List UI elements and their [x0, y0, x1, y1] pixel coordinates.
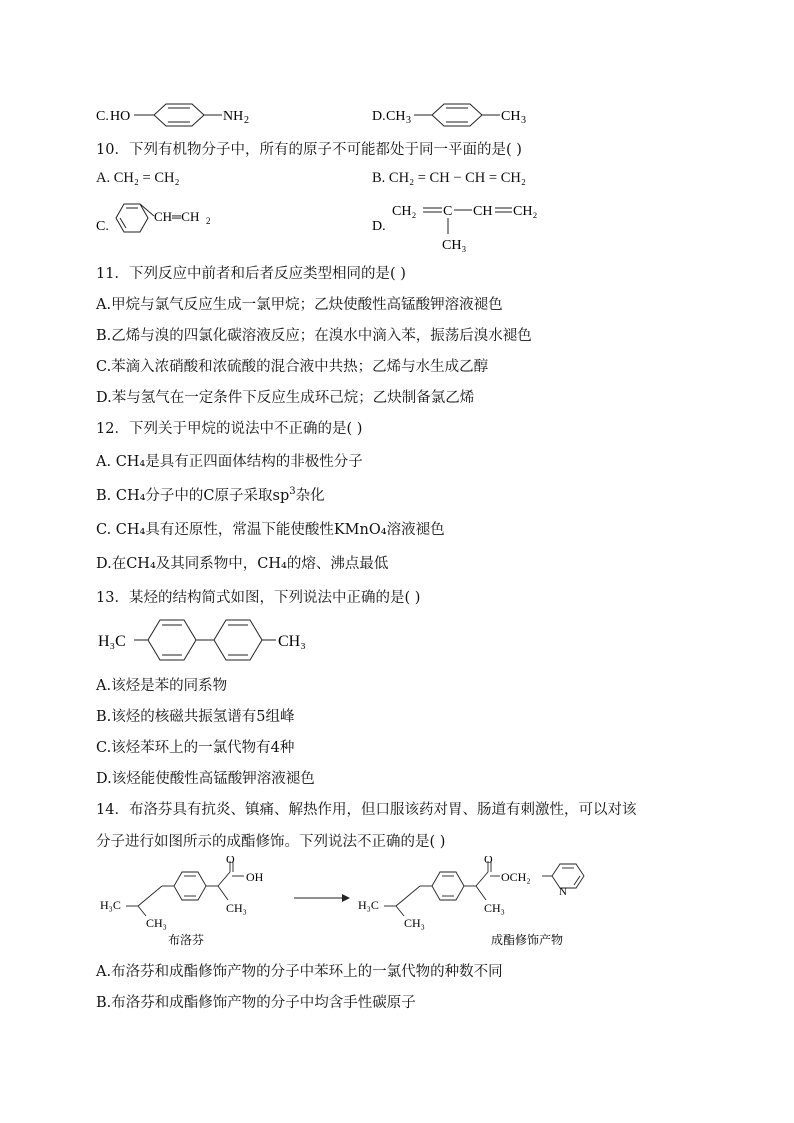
q13-biphenyl-structure — [96, 614, 336, 664]
q12-b-superscript: 3 — [289, 486, 296, 498]
q13-option-a: A.该烃是苯的同系物 — [96, 678, 228, 694]
q12-option-a: A. CH₄是具有正四面体结构的非极性分子 — [96, 454, 363, 470]
q12-stem: 12．下列关于甲烷的说法中不正确的是( ) — [96, 421, 363, 437]
q9-d-ch3-right: CH — [501, 109, 521, 124]
q10-option-d — [372, 198, 572, 254]
q12-option-d: D.在CH₄及其同系物中，CH₄的熔、沸点最低 — [96, 556, 389, 572]
q11-option-a: A.甲烷与氯气反应生成一氯甲烷；乙炔使酸性高锰酸钾溶液褪色 — [96, 297, 503, 313]
q14-option-a: A.布洛芬和成酯修饰产物的分子中苯环上的一氯代物的种数不同 — [96, 964, 503, 980]
q10-d-c: C — [443, 204, 453, 219]
q14-left-oh: OH — [246, 870, 264, 884]
q9-d-label: D. — [372, 109, 386, 124]
q10-d-ch3: CH₃ — [442, 238, 467, 253]
q9-c-nh2: NH — [223, 109, 244, 124]
q9-d-ch3-left-sub: 3 — [406, 115, 411, 126]
q9-c-label: C. — [96, 109, 109, 124]
q14-right-och2: OCH₂ — [501, 870, 531, 884]
q13-right-methyl: CH₃ — [278, 633, 306, 650]
q10-option-c — [96, 198, 336, 238]
q13-structure — [96, 614, 336, 664]
q10-a-formula: CH₂ = CH₂ — [113, 170, 180, 186]
q14-right-ch3-b: CH₃ — [484, 901, 505, 915]
q10-option-b — [372, 170, 526, 187]
q12-option-b — [96, 484, 325, 505]
q10-stem: 10．下列有机物分子中，所有的原子不可能都处于同一平面的是( ) — [96, 142, 522, 158]
q12-option-c: C. CH₄具有还原性，常温下能使酸性KMnO₄溶液褪色 — [96, 522, 445, 538]
q10-d-structure — [372, 198, 572, 254]
q14-left-h3c: H₃C — [100, 898, 121, 912]
q11-option-b: B.乙烯与溴的四氯化碳溶液反应；在溴水中滴入苯，振荡后溴水褪色 — [96, 328, 532, 344]
q10-c-vinyl: CH═CH — [154, 209, 200, 224]
q10-b-formula: CH₂ = CH − CH = CH₂ — [388, 170, 526, 186]
q12-b-text: B. CH₄分子中的C原子采取sp — [96, 488, 290, 504]
q9-option-c — [96, 102, 356, 126]
q14-ester-product — [358, 856, 584, 947]
q10-b-label: B. — [372, 170, 386, 186]
q14-arrow-icon — [294, 894, 350, 902]
q13-left-methyl: H₃C — [98, 633, 126, 650]
q14-left-caption: 布洛芬 — [168, 933, 205, 947]
q9-c-structure — [96, 102, 356, 128]
q14-option-b: B.布洛芬和成酯修饰产物的分子中均含手性碳原子 — [96, 995, 416, 1011]
q13-option-c: C.该烃苯环上的一氯代物有4种 — [96, 740, 295, 756]
q11-option-d: D.苯与氢气在一定条件下反应生成环己烷；乙炔制备氯乙烯 — [96, 390, 475, 406]
q10-c-label: C. — [96, 219, 109, 234]
q9-option-d — [372, 102, 572, 126]
q14-stem-line1: 14．布洛芬具有抗炎、镇痛、解热作用，但口服该药对胃、肠道有刺激性，可以对该 — [96, 802, 637, 818]
q9-d-structure — [372, 102, 572, 128]
q10-d-ch2-right: CH₂ — [513, 204, 538, 219]
q11-option-c: C.苯滴入浓硝酸和浓硫酸的混合液中共热；乙烯与水生成乙醇 — [96, 359, 489, 375]
q14-right-carbonyl-o: O — [484, 856, 493, 866]
q11-stem: 11．下列反应中前者和后者反应类型相同的是( ) — [96, 266, 406, 282]
q14-left-ch3-a: CH₃ — [146, 916, 167, 930]
q10-option-a — [96, 170, 180, 187]
q14-reaction-svg — [96, 856, 656, 950]
q14-left-carbonyl-o: O — [226, 856, 235, 866]
q9-c-ho: HO — [110, 109, 131, 124]
q10-d-ch2-left: CH₂ — [392, 204, 417, 219]
q14-pyridine-n: N — [559, 886, 567, 898]
q13-stem: 13．某烃的结构简式如图，下列说法中正确的是( ) — [96, 590, 421, 606]
q14-stem-line2: 分子进行如图所示的成酯修饰。下列说法不正确的是( ) — [96, 834, 446, 850]
q10-a-label: A. — [96, 170, 111, 186]
q14-reaction-scheme — [96, 856, 656, 950]
q10-d-ch: CH — [473, 204, 493, 219]
q14-right-ch3-a: CH₃ — [404, 916, 425, 930]
q10-d-label: D. — [372, 219, 386, 234]
q10-c-structure — [96, 198, 336, 238]
q10-c-vinyl-sub: 2 — [206, 216, 211, 226]
q14-ibuprofen — [100, 856, 264, 947]
q14-left-ch3-b: CH₃ — [226, 901, 247, 915]
q9-d-ch3-right-sub: 3 — [521, 115, 526, 126]
q9-d-ch3-left: CH — [386, 109, 406, 124]
q14-right-caption: 成酯修饰产物 — [491, 933, 564, 947]
q12-b-text-end: 杂化 — [295, 488, 325, 504]
q14-right-h3c: H₃C — [358, 898, 379, 912]
q13-option-b: B.该烃的核磁共振氢谱有5组峰 — [96, 709, 295, 725]
q9-c-nh2-sub: 2 — [244, 115, 249, 126]
q13-option-d: D.该烃能使酸性高锰酸钾溶液褪色 — [96, 771, 315, 787]
